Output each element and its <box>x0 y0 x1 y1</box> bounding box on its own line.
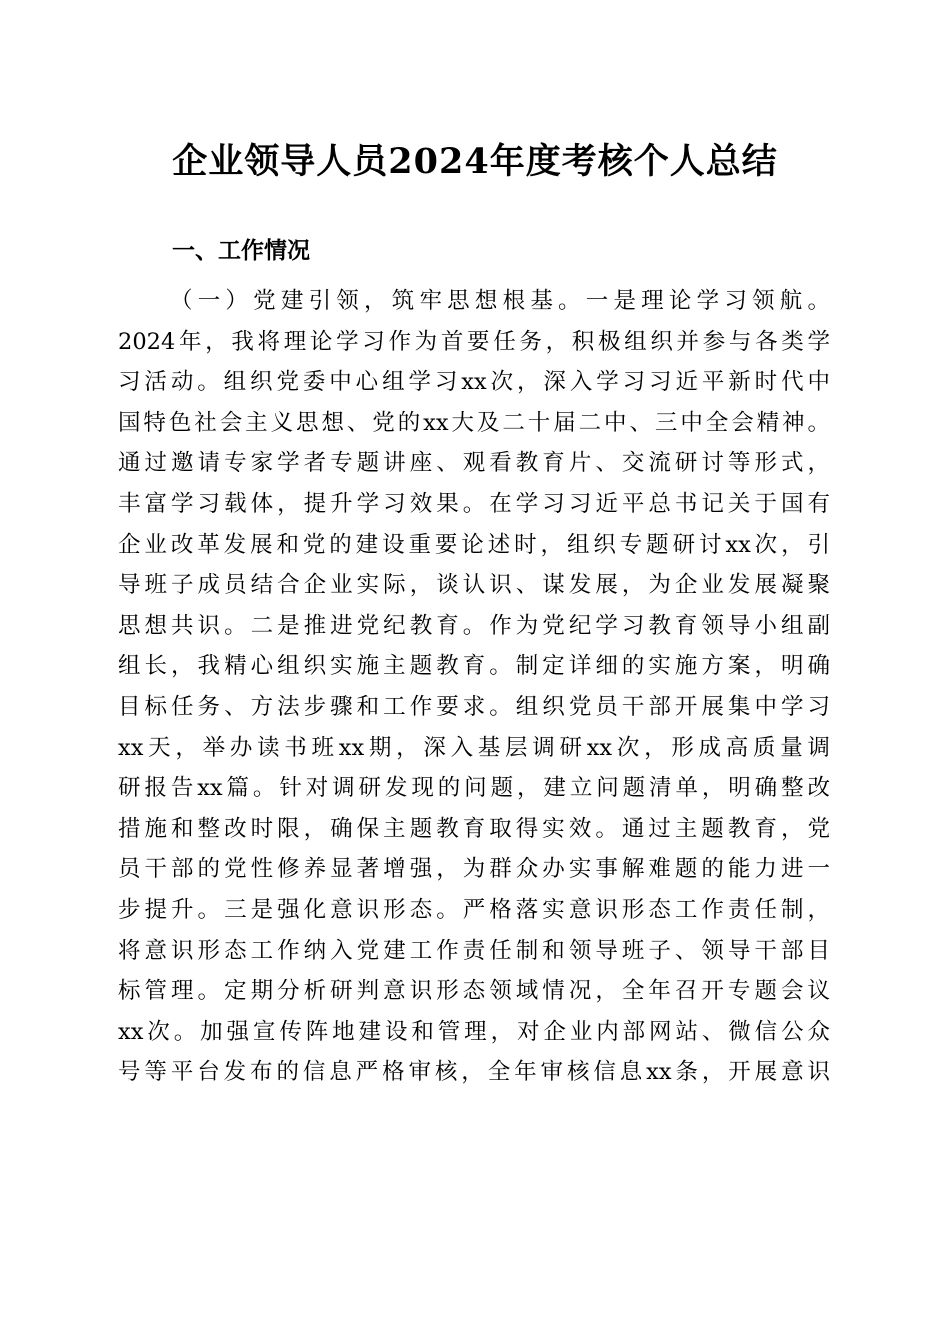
paragraph-line: 将意识形态工作纳入党建工作责任制和领导班子、领导干部目 <box>118 937 830 964</box>
document-title: 企业领导人员2024年度考核个人总结 <box>172 141 778 182</box>
paragraph-line: 思想共识。二是推进党纪教育。作为党纪学习教育领导小组副 <box>118 612 830 639</box>
paragraph-line: 通过邀请专家学者专题讲座、观看教育片、交流研讨等形式， <box>118 450 830 477</box>
paragraph-line: 组长，我精心组织实施主题教育。制定详细的实施方案，明确 <box>118 653 830 680</box>
paragraph-line: 员干部的党性修养显著增强，为群众办实事解难题的能力进一 <box>118 856 830 883</box>
paragraph-line: 措施和整改时限，确保主题教育取得实效。通过主题教育，党 <box>118 815 830 842</box>
paragraph-line: 2024年，我将理论学习作为首要任务，积极组织并参与各类学 <box>118 328 830 355</box>
paragraph-line: 企业改革发展和党的建设重要论述时，组织专题研讨xx次，引 <box>118 531 830 558</box>
paragraph-line: 研报告xx篇。针对调研发现的问题，建立问题清单，明确整改 <box>118 775 830 802</box>
paragraph-line: 号等平台发布的信息严格审核，全年审核信息xx条，开展意识 <box>118 1059 830 1086</box>
section-heading: 一、工作情况 <box>172 238 310 264</box>
paragraph-line: 习活动。组织党委中心组学习xx次，深入学习习近平新时代中 <box>118 369 830 396</box>
paragraph-line: 丰富学习载体，提升学习效果。在学习习近平总书记关于国有 <box>118 490 830 517</box>
paragraph-line: 国特色社会主义思想、党的xx大及二十届二中、三中全会精神。 <box>118 409 830 436</box>
paragraph-line: 目标任务、方法步骤和工作要求。组织党员干部开展集中学习 <box>118 693 830 720</box>
paragraph-line: 标管理。定期分析研判意识形态领域情况，全年召开专题会议 <box>118 978 830 1005</box>
paragraph-line: 步提升。三是强化意识形态。严格落实意识形态工作责任制， <box>118 896 830 923</box>
paragraph-line: xx次。加强宣传阵地建设和管理，对企业内部网站、微信公众 <box>118 1018 830 1045</box>
paragraph-line: 导班子成员结合企业实际，谈认识、谋发展，为企业发展凝聚 <box>118 572 830 599</box>
paragraph-line: （一）党建引领，筑牢思想根基。一是理论学习领航。 <box>170 288 830 314</box>
paragraph-line: xx天，举办读书班xx期，深入基层调研xx次，形成高质量调 <box>118 734 830 761</box>
body-paragraph <box>118 281 830 1093</box>
